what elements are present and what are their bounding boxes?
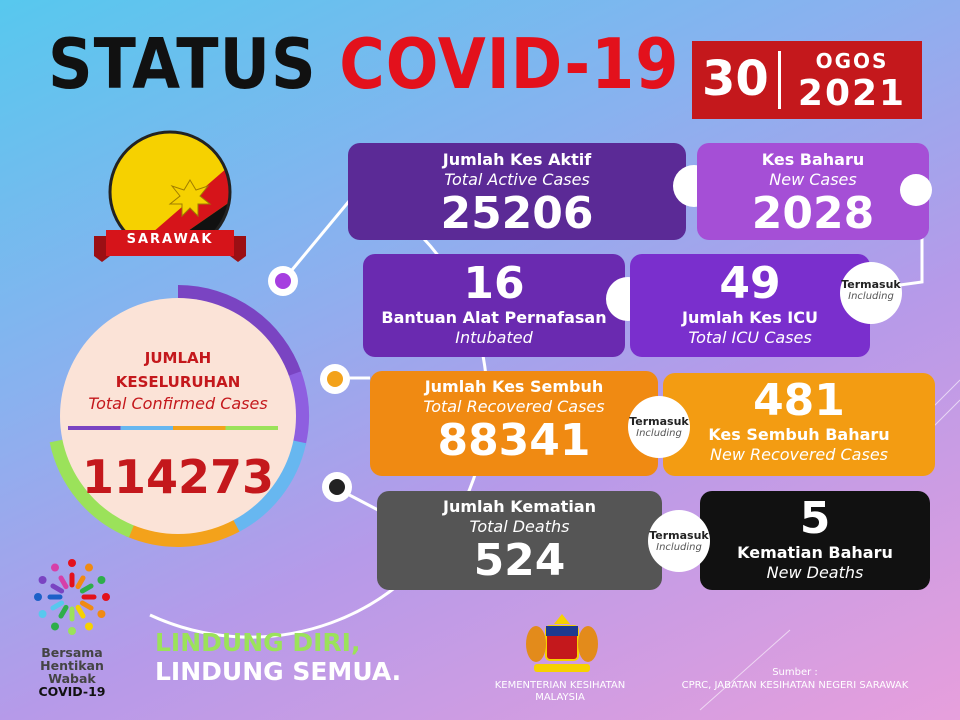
new-deaths-card [700,491,930,590]
intubated-card [363,254,625,357]
total-label-ms-1: JUMLAH [144,349,212,367]
recovered-value: 88341 [437,415,591,466]
person-body [78,607,83,616]
person-body [78,578,83,587]
date-year: 2021 [797,73,907,114]
person-head [97,610,105,618]
person-body [53,603,62,608]
person-head [51,622,59,630]
active-cases-card [348,143,686,240]
campaign-line1: Bersama [41,645,103,660]
people-circle-icon [22,552,122,642]
new-recovered-label-en: New Recovered Cases [710,445,888,464]
intubated-value: 16 [463,258,525,309]
person-head [39,610,47,618]
ministry-line2: MALAYSIA [535,692,585,703]
person-body [82,586,91,591]
recovered-label-en: Total Recovered Cases [423,397,605,416]
total-label-en: Total Confirmed Cases [88,394,268,413]
ministry-line1: KEMENTERIAN KESIHATAN [494,680,626,691]
including-badge-deaths: Termasuk Including [648,510,710,572]
person-body [82,603,91,608]
new-cases-card [697,143,929,240]
timeline-dot-orange [320,364,350,394]
active-cases-label-ms: Jumlah Kes Aktif [442,150,592,169]
new-recovered-value: 481 [753,375,845,426]
person-head [102,593,110,601]
campaign-line3: Wabak [48,671,96,686]
campaign-logo [22,552,122,712]
person-head [85,622,93,630]
tagline-line2: LINDUNG SEMUA. [155,657,402,686]
deaths-label-en: Total Deaths [469,517,570,536]
deaths-card [377,491,662,590]
color-bar [68,426,278,430]
icu-card [630,254,870,357]
person-head [34,593,42,601]
active-cases-value: 25206 [440,188,594,239]
deaths-value: 524 [473,535,566,586]
including-badge-recovered: Termasuk Including [628,396,690,458]
date-box [692,41,922,119]
person-body [53,586,62,591]
icu-label-en: Total ICU Cases [688,328,812,347]
recovered-card [370,371,658,476]
person-head [39,576,47,584]
date-day: 30 [702,51,769,107]
tagline-line1: LINDUNG DIRI, [155,628,361,657]
timeline-dot-dark [322,472,352,502]
person-head [97,576,105,584]
tagline [155,628,401,686]
date-separator [778,51,781,109]
sarawak-banner-text: SARAWAK [126,232,214,247]
total-confirmed-value: 114273 [81,450,275,504]
total-confirmed-circle [46,284,310,548]
sarawak-emblem [100,128,250,268]
timeline-dot-purple [268,266,298,296]
new-recovered-label-ms: Kes Sembuh Baharu [708,425,890,444]
person-head [51,564,59,572]
new-cases-label-ms: Kes Baharu [761,150,865,169]
intubated-label-ms: Bantuan Alat Pernafasan [381,308,607,327]
recovered-label-ms: Jumlah Kes Sembuh [424,377,604,396]
new-deaths-value: 5 [799,493,831,544]
person-head [68,627,76,635]
new-recovered-card [663,373,935,476]
campaign-line2: Hentikan [40,658,104,673]
connector-dot [900,174,932,206]
source-label: Sumber : [772,667,818,678]
person-head [68,559,76,567]
icu-label-ms: Jumlah Kes ICU [681,308,818,327]
page-title: STATUS COVID-19 [48,23,680,106]
coat-of-arms [522,612,602,676]
person-body [61,578,66,587]
person-body [61,607,66,616]
new-cases-value: 2028 [751,188,875,239]
including-badge-icu: Termasuk Including [840,262,902,324]
new-deaths-label-ms: Kematian Baharu [737,543,893,562]
icu-value: 49 [719,258,781,309]
new-cases-label-en: New Cases [769,170,857,189]
source-text: CPRC, JABATAN KESIHATAN NEGERI SARAWAK [681,680,909,691]
total-label-ms-2: KESELURUHAN [115,373,241,391]
person-head [85,564,93,572]
date-month: OGOS [815,49,889,73]
deaths-label-ms: Jumlah Kematian [442,497,596,516]
intubated-label-en: Intubated [455,328,533,347]
malaysia-crest-icon [522,612,602,676]
campaign-line4: COVID-19 [38,684,106,699]
active-cases-label-en: Total Active Cases [444,170,590,189]
new-deaths-label-en: New Deaths [766,563,864,582]
